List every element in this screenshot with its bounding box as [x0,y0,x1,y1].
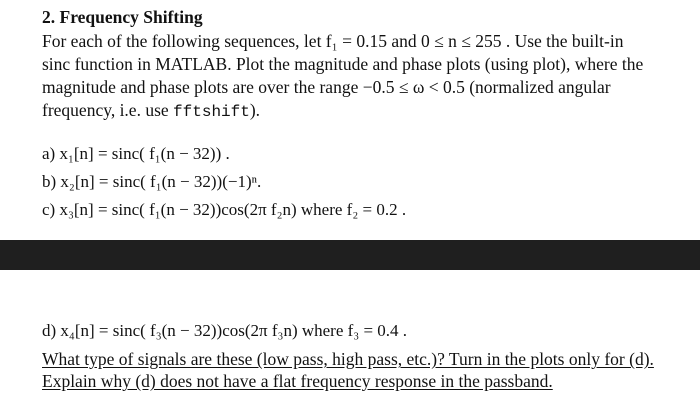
fftshift-code: fftshift [173,103,250,121]
question-line-2: Explain why (d) does not have a flat frequency response in the passband. [42,371,553,391]
page-bottom-section [0,270,700,413]
item-d: d) x₄[n] = sinc( f₃(n − 32))cos(2π f₃n) where f₃ = 0.4 . [42,321,408,340]
intro-line-4-suffix: ). [249,100,261,120]
dark-separator-band [0,240,700,270]
intro-line-4-prefix: frequency, i.e. use [42,100,174,120]
intro-line-3: magnitude and phase plots are over the range −0.5 ≤ ω < 0.5 (normalized angular [42,77,611,97]
item-a: a) x₁[n] = sinc( f₁(n − 32)) . [42,144,230,163]
intro-line-4 [42,99,260,123]
item-c: c) x₃[n] = sinc( f₁(n − 32))cos(2π f₂n) where f₂ = 0.2 . [42,200,407,219]
item-b: b) x₂[n] = sinc( f₁(n − 32))(−1)ⁿ. [42,172,262,191]
intro-line-2: sinc function in MATLAB. Plot the magnitude and phase plots (using plot), where the [42,54,644,74]
problem-title: 2. Frequency Shifting [42,7,203,27]
question-line-1: What type of signals are these (low pass, high pass, etc.)? Turn in the plots only for (d). [42,349,654,369]
intro-line-1: For each of the following sequences, let f₁ = 0.15 and 0 ≤ n ≤ 255 . Use the built-in [42,31,624,51]
